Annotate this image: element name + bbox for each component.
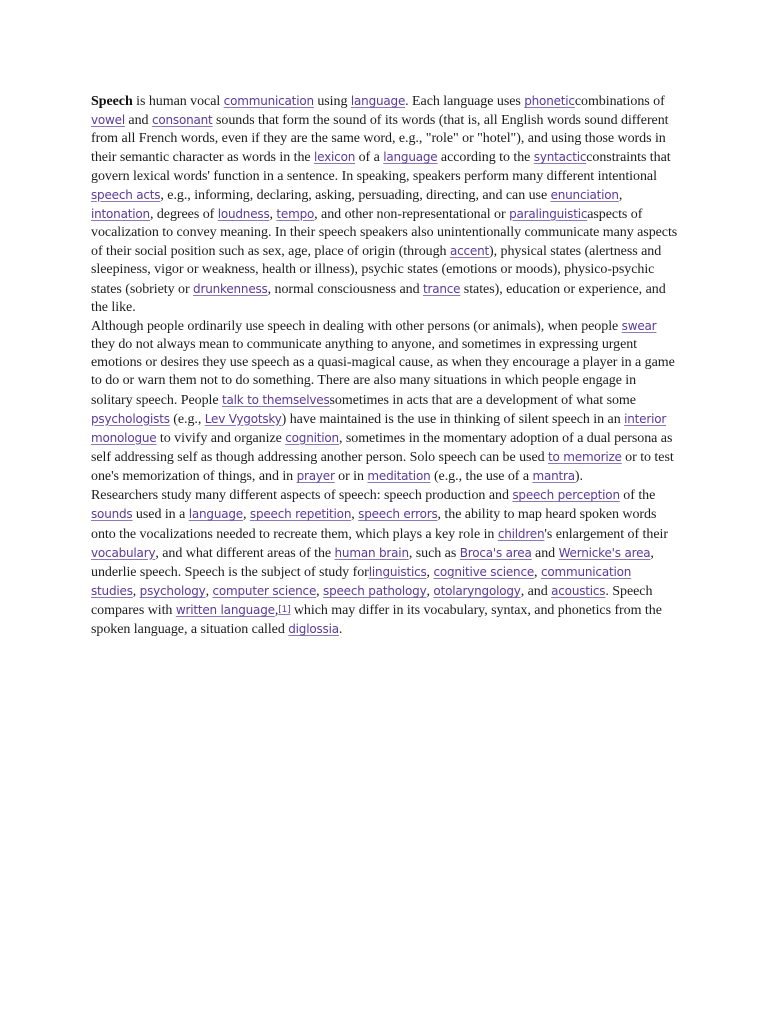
link-speech-errors[interactable]: speech errors (358, 507, 438, 522)
link-speech-repetition[interactable]: speech repetition (249, 507, 352, 522)
text-run: , (426, 584, 434, 600)
link-speech-acts[interactable]: speech acts (91, 187, 161, 202)
text-run: , (205, 584, 213, 600)
link-phonetic[interactable]: phonetic (524, 94, 575, 108)
link-consonant[interactable]: consonant (151, 113, 213, 128)
text-run: or to test one's memorization of things, and in (91, 449, 674, 485)
text-run: and (531, 545, 559, 561)
text-run: according to the (437, 150, 534, 166)
text-run: constraints that govern lexical words' function in a sentence. In speaking, speakers perform many different intentional (91, 150, 671, 184)
text-run: 's enlargement of their (544, 526, 668, 542)
link-lexicon[interactable]: lexicon (314, 150, 356, 165)
link-communication-studies[interactable]: communication studies (91, 564, 632, 599)
text-run: Although people ordinarily use speech in dealing with other persons (or animals), when people (91, 318, 622, 334)
link-cognition[interactable]: cognition (285, 430, 339, 445)
text-run: . (338, 622, 343, 638)
text-run: (e.g., (169, 411, 205, 427)
link-wernicke-s-area[interactable]: Wernicke's area (558, 545, 651, 560)
link-mantra[interactable]: mantra (532, 469, 575, 484)
link-intonation[interactable]: intonation (91, 206, 150, 221)
text-run: to vivify and organize (156, 430, 286, 446)
link-talk-to-themselves[interactable]: talk to themselves (222, 392, 330, 407)
link-syntactic[interactable]: syntactic (533, 150, 587, 165)
text-run: , sometimes in the momentary adoption of a dual persona as self addressing self as though addressing another person. Solo speech can be used (91, 430, 673, 465)
link-loudness[interactable]: loudness (217, 206, 270, 221)
text-run: they do not always mean to communicate anything to anyone, and sometimes in expressing urgent emotions or desires they use speech as a quasi-magical cause, as when they encourage a player in a game to do or warn them not to do something. There are also many situations in which people engage in solitary speech. People (91, 337, 675, 408)
link-speech-pathology[interactable]: speech pathology (323, 584, 427, 599)
link-lev-vygotsky[interactable]: Lev Vygotsky (204, 411, 282, 426)
link-computer-science[interactable]: computer science (212, 584, 317, 599)
text-run: is human vocal (132, 94, 224, 109)
text-run: sometimes in acts that are a development of what some (329, 392, 636, 408)
text-run: using (313, 94, 351, 109)
text-run: , e.g., informing, declaring, asking, persuading, directing, and can use (160, 187, 551, 203)
text-run: states), education or experience, and the like. (91, 281, 666, 315)
text-run: and (124, 113, 152, 129)
link-written-language[interactable]: written language (175, 603, 275, 618)
link-to-memorize[interactable]: to memorize (548, 449, 622, 464)
text-run: , normal consciousness and (267, 281, 423, 297)
text-run: . Speech compares with (91, 584, 653, 619)
text-run: , (351, 507, 359, 523)
article-body (91, 92, 679, 640)
text-run: sounds that form the sound of its words (that is, all English words sound different from all French words, even if they are the same word, e.g., "role" or "hotel"), and using those words in their semantic character as words in the (91, 113, 669, 166)
text-run: , underlie speech. Speech is the subject of study for (91, 545, 654, 580)
link-otolaryngology[interactable]: otolaryngology (433, 584, 521, 599)
link-language[interactable]: language (188, 507, 243, 522)
link-speech-perception[interactable]: speech perception (512, 488, 620, 503)
text-run: , (242, 507, 250, 523)
text-run: , (618, 187, 623, 203)
text-run: , such as (408, 545, 460, 561)
text-run: which may differ in its vocabulary, syntax, and phonetics from the spoken language, a situation called (91, 603, 662, 638)
link-accent[interactable]: accent (449, 244, 490, 259)
link-interior-monologue[interactable]: interior monologue (91, 411, 667, 445)
paragraph (91, 92, 679, 317)
link-acoustics[interactable]: acoustics (551, 584, 606, 599)
link-language[interactable]: language (350, 94, 406, 108)
text-run: , (316, 584, 324, 600)
text-run: , and (520, 584, 552, 600)
link-swear[interactable]: swear (621, 318, 657, 333)
text-run: , the ability to map heard spoken words onto the vocalizations needed to recreate them, which plays a key role in (91, 507, 657, 542)
link-children[interactable]: children (497, 526, 545, 541)
link-human-brain[interactable]: human brain (334, 545, 409, 560)
link-vowel[interactable]: vowel (91, 113, 125, 128)
link-communication[interactable]: communication (223, 94, 314, 108)
link-psychology[interactable]: psychology (139, 584, 206, 599)
text-run: ) have maintained is the use in thinking of silent speech in an (281, 411, 625, 427)
link-broca-s-area[interactable]: Broca's area (459, 545, 532, 560)
text-run: Researchers study many different aspects of speech: speech production and (91, 488, 513, 504)
paragraph (91, 317, 679, 486)
text-run: , degrees of (149, 206, 218, 222)
text-run: of the (619, 488, 656, 504)
text-run: , and other non-representational or (314, 206, 510, 222)
text-run: ). (574, 469, 583, 485)
link-trance[interactable]: trance (422, 281, 461, 296)
text-run: , (269, 206, 277, 222)
text-run: aspects of vocalization to convey meaning. In their speech speakers also unintentionally communicate many aspects of their social position such as sex, age, place of origin (through (91, 206, 678, 260)
link-paralinguistic[interactable]: paralinguistic (509, 206, 588, 221)
text-run: , (534, 564, 541, 580)
text-run: of a (355, 150, 384, 166)
link-tempo[interactable]: tempo (276, 206, 315, 221)
link-drunkenness[interactable]: drunkenness (193, 281, 268, 296)
link-enunciation[interactable]: enunciation (550, 187, 619, 202)
link-psychologists[interactable]: psychologists (91, 411, 170, 426)
text-run: , (132, 584, 140, 600)
link-vocabulary[interactable]: vocabulary (91, 545, 156, 560)
text-run: ), physical states (alertness and sleepiness, vigor or weakness, health or illness), psychic states (emotions or moods), physico-psychic states (sobriety or (91, 244, 662, 297)
link-linguistics[interactable]: linguistics (368, 564, 427, 579)
text-run: , (274, 603, 279, 619)
link-cognitive-science[interactable]: cognitive science (433, 564, 535, 579)
citation-link[interactable]: [1] (278, 605, 291, 616)
link-prayer[interactable]: prayer (296, 469, 335, 484)
text-run: (e.g., the use of a (430, 469, 533, 485)
link-meditation[interactable]: meditation (367, 469, 431, 484)
paragraph (91, 486, 679, 639)
article-subject-term: Speech (91, 94, 133, 109)
link-language[interactable]: language (383, 150, 438, 165)
text-run: or in (334, 469, 368, 485)
text-run: , (426, 564, 434, 580)
text-run: used in a (132, 507, 189, 523)
text-run: , and what different areas of the (155, 545, 335, 561)
link-sounds[interactable]: sounds (91, 507, 133, 522)
text-run: . Each language uses (405, 94, 525, 109)
link-diglossia[interactable]: diglossia (288, 622, 339, 637)
text-run: combinations of (574, 94, 665, 109)
